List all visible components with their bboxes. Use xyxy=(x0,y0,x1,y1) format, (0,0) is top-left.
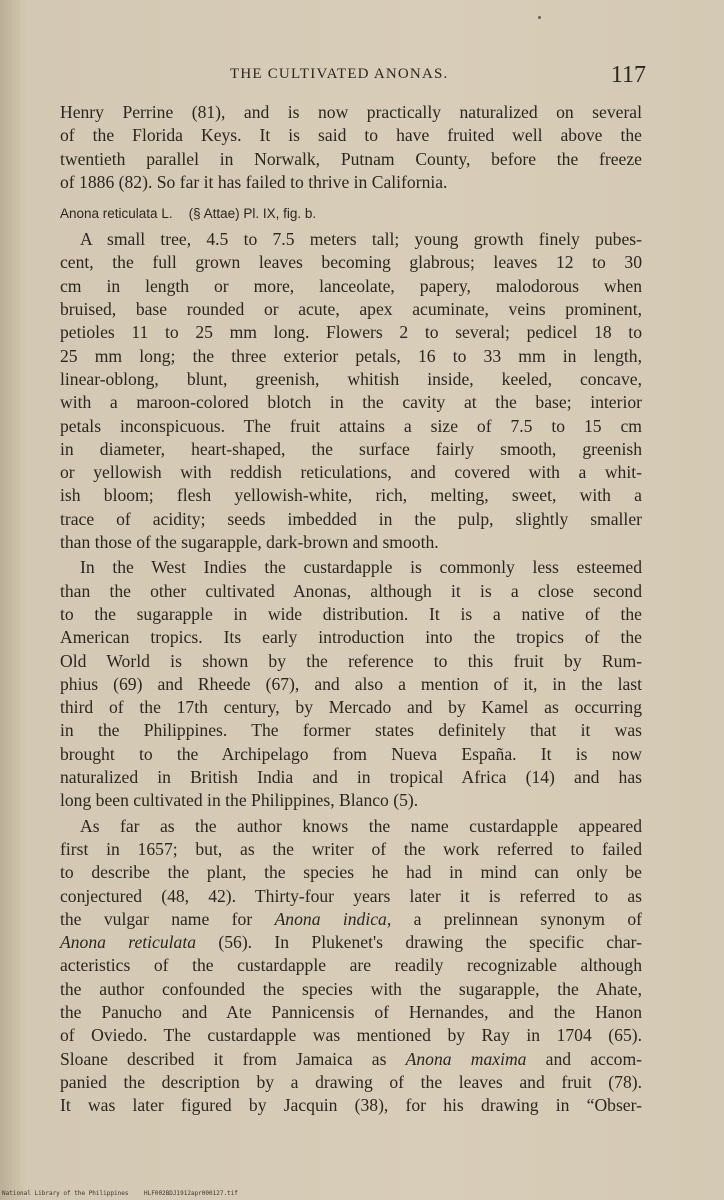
text-line: petioles 11 to 25 mm long. Flowers 2 to several; pedicel 18 to xyxy=(60,322,642,343)
text-line xyxy=(60,931,642,954)
text-line: trace of acidity; seeds imbedded in the pulp, slightly smaller xyxy=(60,508,642,529)
text-line: of 1886 (82). So far it has failed to thrive in California. xyxy=(60,171,448,192)
text-line: petals inconspicuous. The fruit attains a size of 7.5 to 15 cm xyxy=(60,415,642,436)
text-line: than those of the sugarapple, dark-brown and smooth. xyxy=(60,532,439,553)
text-run: (56). In Plukenet's drawing the specific char- xyxy=(196,932,642,953)
text-line: third of the 17th century, by Mercado and by Kamel as occurring xyxy=(60,697,642,718)
text-line: twentieth parallel in Norwalk, Putnam County, before the freeze xyxy=(60,148,642,169)
paragraph-continuation xyxy=(60,101,642,194)
text-run: a prelinnean synonym of xyxy=(391,908,642,929)
text-run: Sloane described it from Jamaica as xyxy=(60,1048,406,1069)
text-line: ish bloom; flesh yellowish-white, rich, melting, sweet, with a xyxy=(60,485,642,506)
page-number: 117 xyxy=(610,62,646,88)
text-line: long been cultivated in the Philippines, Blanco (5). xyxy=(60,790,419,811)
species-plate: Pl. IX, fig. b. xyxy=(243,206,317,222)
text-line: Henry Perrine (81), and is now practically naturalized on several xyxy=(60,102,642,122)
text-line xyxy=(60,1048,642,1071)
text-line: Old World is shown by the reference to this fruit by Rum- xyxy=(60,650,642,671)
scan-speck xyxy=(538,16,541,19)
taxon-name: Anona reticulata xyxy=(60,932,197,953)
scan-footer xyxy=(2,1190,722,1200)
text-line: bruised, base rounded or acute, apex acuminate, veins prominent, xyxy=(60,299,642,320)
text-line: than the other cultivated Anonas, although it is a close second xyxy=(60,580,642,601)
text-line: 25 mm long; the three exterior petals, 16 to 33 mm in length, xyxy=(60,345,642,366)
text-line: naturalized in British India and in tropical Africa (14) and has xyxy=(60,767,642,788)
text-line: in diameter, heart-shaped, the surface fairly smooth, greenish xyxy=(60,438,642,459)
text-line: It was later figured by Jacquin (38), for his drawing in “Obser- xyxy=(60,1095,642,1116)
species-heading xyxy=(60,204,642,224)
text-line: to describe the plant, the species he had in mind can only be xyxy=(60,862,642,883)
paragraph-description xyxy=(60,228,642,554)
text-line xyxy=(60,908,642,931)
taxon-name: Anona maxima xyxy=(405,1048,527,1069)
taxon-name: Anona indica, xyxy=(274,908,392,929)
text-line: cent, the full grown leaves becoming glabrous; leaves 12 to 30 xyxy=(60,252,642,273)
text-line: American tropics. Its early introduction into the tropics of the xyxy=(60,627,642,648)
text-line: brought to the Archipelago from Nueva España. It is now xyxy=(60,743,642,764)
text-run: and accom- xyxy=(526,1048,642,1069)
text-line: with a maroon-colored blotch in the cavity at the base; interior xyxy=(60,392,642,413)
text-line: phius (69) and Rheede (67), and also a mention of it, in the last xyxy=(60,673,642,694)
page-header xyxy=(60,62,650,96)
text-line: of Oviedo. The custardapple was mentioned by Ray in 1704 (65). xyxy=(60,1025,642,1046)
paragraph-history xyxy=(60,815,642,1118)
footer-library: National Library of the Philippines xyxy=(2,1190,129,1197)
species-name: Anona reticulata L. xyxy=(60,206,173,222)
text-line: of the Florida Keys. It is said to have fruited well above the xyxy=(60,125,642,146)
text-line: to the sugarapple in wide distribution. It is a native of the xyxy=(60,603,642,624)
paragraph-distribution xyxy=(60,556,642,812)
text-line: the author confounded the species with the sugarapple, the Ahate, xyxy=(60,978,642,999)
running-title: THE CULTIVATED ANONAS. xyxy=(230,66,449,82)
text-line: panied the description by a drawing of the leaves and fruit (78). xyxy=(60,1071,642,1092)
text-line: first in 1657; but, as the writer of the work referred to failed xyxy=(60,838,642,859)
text-line: linear-oblong, blunt, greenish, whitish inside, keeled, concave, xyxy=(60,368,642,389)
text-line: cm in length or more, lanceolate, papery, malodorous when xyxy=(60,275,642,296)
text-line: conjectured (48, 42). Thirty-four years later it is referred to as xyxy=(60,885,642,906)
footer-filename: HLF002BDJ1912apr000127.tif xyxy=(144,1190,238,1197)
text-run: the vulgar name for xyxy=(60,908,275,929)
species-section: (§ Attae) xyxy=(188,206,240,222)
text-line: or yellowish with reddish reticulations, and covered with a whit- xyxy=(60,462,642,483)
text-line: acteristics of the custardapple are readily recognizable although xyxy=(60,955,642,976)
text-line: As far as the author knows the name custardapple appeared xyxy=(80,815,642,836)
text-line: A small tree, 4.5 to 7.5 meters tall; young growth finely pubes- xyxy=(80,229,642,250)
text-line: in the Philippines. The former states definitely that it was xyxy=(60,720,642,741)
text-line: the Panucho and Ate Pannicensis of Hernandes, and the Hanon xyxy=(60,1001,642,1022)
body-text xyxy=(60,101,642,1117)
text-line: In the West Indies the custardapple is commonly less esteemed xyxy=(80,557,642,578)
